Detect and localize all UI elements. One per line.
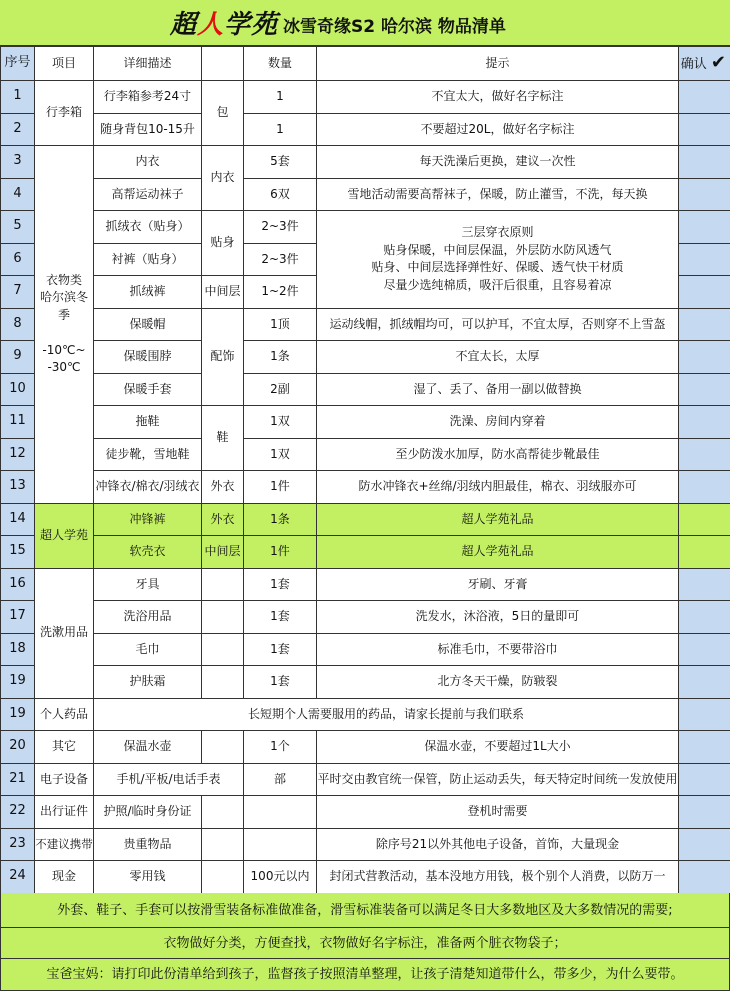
group-base-layer: 贴身 [202,211,244,276]
check-icon: ✔ [710,52,726,74]
footer-note-3: 宝爸宝妈：请打印此份清单给到孩子，监督孩子按照清单整理，让孩子清楚知道带什么，带多少，为什么要带。 [0,959,730,991]
confirm-cell[interactable] [679,243,730,276]
col-header-sub [202,47,244,81]
confirm-cell[interactable] [679,81,730,114]
table-row: 19 护肤霜 1套 北方冬天干燥，防皲裂 [1,666,730,699]
table-row: 11 拖鞋 鞋 1双 洗澡、房间内穿着 [1,406,730,439]
col-header-qty: 数量 [244,47,317,81]
confirm-cell[interactable] [679,178,730,211]
logo-char-1: 超 [170,10,198,40]
confirm-cell[interactable] [679,698,730,731]
group-outer: 外衣 [202,471,244,504]
table-row: 23 不建议携带 贵重物品 除序号21以外其他电子设备，首饰，大量现金 [1,828,730,861]
confirm-cell[interactable] [679,828,730,861]
brand-logo [170,4,278,41]
confirm-cell[interactable] [679,438,730,471]
table-row: 18 毛巾 1套 标准毛巾，不要带浴巾 [1,633,730,666]
logo-char-3: 学苑 [224,10,279,40]
table-row: 8 保暖帽 配饰 1顶 运动线帽，抓绒帽均可，可以护耳，不宜太厚，否则穿不上雪盔 [1,308,730,341]
table-row-highlight: 15 软壳衣 中间层 1件 超人学苑礼品 [1,536,730,569]
confirm-cell[interactable] [679,276,730,309]
col-header-item: 项目 [35,47,94,81]
table-row: 22 出行证件 护照/临时身份证 登机时需要 [1,796,730,829]
table-row: 1 行李箱 行李箱参考24寸 包 1 不宜太大，做好名字标注 [1,81,730,114]
col-header-no: 序号 [1,47,35,81]
confirm-cell[interactable] [679,471,730,504]
col-header-confirm: 确认 ✔ [679,47,730,81]
confirm-cell[interactable] [679,731,730,764]
table-row: 20 其它 保温水壶 1个 保温水壶，不要超过1L大小 [1,731,730,764]
table-row: 17 洗浴用品 1套 洗发水，沐浴液，5日的量即可 [1,601,730,634]
col-header-tip: 提示 [317,47,679,81]
layering-tip: 三层穿衣原则 贴身保暖，中间层保温，外层防水防风透气 贴身、中间层选择弹性好、保暖、透气快干材质 尽量少选纯棉质，吸汗后很重，且容易着凉 [317,211,679,309]
confirm-cell[interactable] [679,113,730,146]
confirm-cell[interactable] [679,763,730,796]
confirm-cell[interactable] [679,373,730,406]
confirm-cell[interactable] [679,308,730,341]
table-row: 9 保暖围脖 1条 不宜太长，太厚 [1,341,730,374]
group-mid-layer: 中间层 [202,276,244,309]
group-shoes: 鞋 [202,406,244,471]
confirm-cell[interactable] [679,633,730,666]
confirm-cell[interactable] [679,601,730,634]
table-row: 4 高帮运动袜子 6双 雪地活动需要高帮袜子，保暖，防止灌雪，不洗，每天换 [1,178,730,211]
confirm-cell[interactable] [679,211,730,244]
group-accessories: 配饰 [202,308,244,406]
table-row: 10 保暖手套 2副 湿了、丢了、备用一副以做替换 [1,373,730,406]
footer-note-1: 外套、鞋子、手套可以按滑雪装备标准做准备，滑雪标准装备可以满足冬日大多数地区及大多数情况的需要; [0,893,730,928]
confirm-cell[interactable] [679,796,730,829]
table-row: 19 个人药品 长短期个人需要服用的药品，请家长提前与我们联系 [1,698,730,731]
logo-char-2: 人 [197,10,225,40]
group-luggage-sub: 包 [202,81,244,146]
confirm-cell[interactable] [679,341,730,374]
header-bar [0,0,730,46]
table-row: 5 抓绒衣（贴身） 贴身 2~3件 三层穿衣原则 贴身保暖，中间层保温，外层防水防风透气 贴身、中间层选择弹性好、保暖、透气快干材质 尽量少选纯棉质，吸汗后很重，且容易着凉 [1,211,730,244]
confirm-cell[interactable] [679,146,730,179]
table-row: 16 洗漱用品 牙具 1套 牙刷、牙膏 [1,568,730,601]
confirm-cell[interactable] [679,536,730,569]
table-row: 6 衬裤（贴身） 2~3件 [1,243,730,276]
group-superman: 超人学苑 [35,503,94,568]
group-underwear: 内衣 [202,146,244,211]
confirm-cell[interactable] [679,406,730,439]
confirm-cell[interactable] [679,568,730,601]
group-clothing: 衣物类 哈尔滨冬 季 -10℃~ -30℃ [35,146,94,504]
table-row: 12 徒步靴，雪地鞋 1双 至少防泼水加厚，防水高帮徒步靴最佳 [1,438,730,471]
table-row: 7 抓绒裤 中间层 1~2件 [1,276,730,309]
group-luggage: 行李箱 [35,81,94,146]
confirm-cell[interactable] [679,861,730,894]
table-row: 2 随身背包10-15升 1 不要超过20L，做好名字标注 [1,113,730,146]
col-header-detail: 详细描述 [94,47,202,81]
group-toiletries: 洗漱用品 [35,568,94,698]
confirm-cell[interactable] [679,503,730,536]
page-title: 冰雪奇缘S2 哈尔滨 物品清单 [283,17,506,37]
packing-list-table [0,46,730,894]
table-row: 24 现金 零用钱 100元以内 封闭式营教活动，基本没地方用钱，极个别个人消费，以防万一 [1,861,730,894]
table-row: 21 电子设备 手机/平板/电话手表 部 平时交由教官统一保管，防止运动丢失，每天特定时间统一发放使用 [1,763,730,796]
table-header-row [1,47,730,81]
table-row: 13 冲锋衣/棉衣/羽绒衣 外衣 1件 防水冲锋衣+丝绵/羽绒内胆最佳，棉衣、羽绒服亦可 [1,471,730,504]
footer-note-2: 衣物做好分类，方便查找，衣物做好名字标注，准备两个脏衣物袋子； [0,928,730,959]
confirm-cell[interactable] [679,666,730,699]
table-row-highlight: 14 超人学苑 冲锋裤 外衣 1条 超人学苑礼品 [1,503,730,536]
table-row: 3 衣物类 哈尔滨冬 季 -10℃~ -30℃ 内衣 内衣 5套 每天洗澡后更换，建议一次性 [1,146,730,179]
